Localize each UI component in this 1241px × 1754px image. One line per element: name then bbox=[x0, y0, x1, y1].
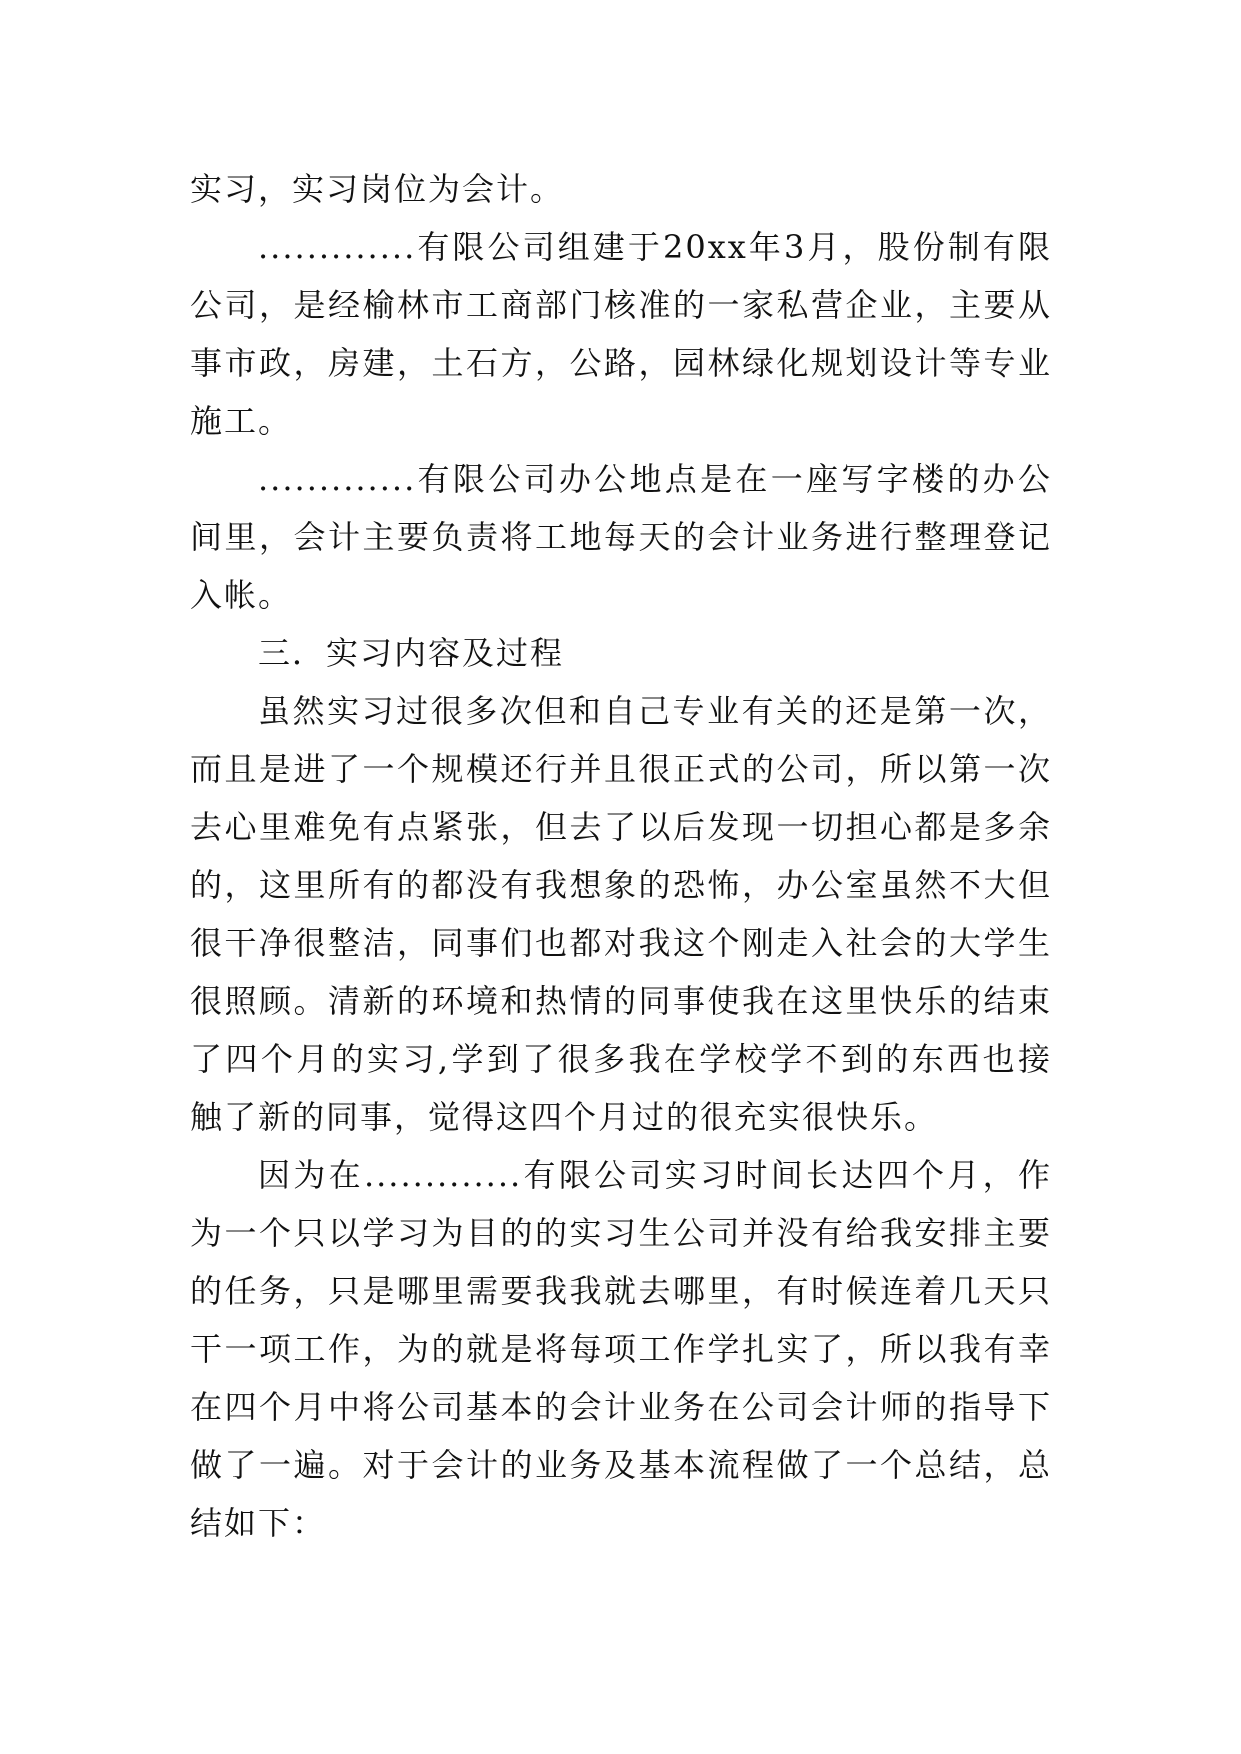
paragraph-company-intro: .............有限公司组建于20xx年3月，股份制有限公司，是经榆林市工商部门核准的一家私营企业，主要从事市政，房建，土石方，公路，园林绿化规划设计等专业施工。 bbox=[190, 228, 1052, 440]
paragraph-internship-experience: 虽然实习过很多次但和自己专业有关的还是第一次，而且是进了一个规模还行并且很正式的公司，所以第一次去心里难免有点紧张，但去了以后发现一切担心都是多余的，这里所有的都没有我想象的恐怖，办公室虽然不大但很干净很整洁，同事们也都对我这个刚走入社会的大学生很照顾。清新的环境和热情的同事使我在这里快乐的结束了四个月的实习,学到了很多我在学校学不到的东西也接触了新的同事，觉得这四个月过的很充实很快乐。 bbox=[190, 692, 1052, 1136]
section-heading: 三．实习内容及过程 bbox=[258, 634, 565, 672]
paragraph-continuation: 实习，实习岗位为会计。 bbox=[190, 170, 565, 208]
document-body bbox=[190, 160, 1052, 1552]
paragraph-office-duties: .............有限公司办公地点是在一座写字楼的办公间里，会计主要负责将工地每天的会计业务进行整理登记入帐。 bbox=[190, 460, 1052, 614]
paragraph-internship-summary: 因为在.............有限公司实习时间长达四个月，作为一个只以学习为目的的实习生公司并没有给我安排主要的任务，只是哪里需要我我就去哪里，有时候连着几天只干一项工作，为的就是将每项工作学扎实了，所以我有幸在四个月中将公司基本的会计业务在公司会计师的指导下做了一遍。对于会计的业务及基本流程做了一个总结，总结如下： bbox=[190, 1156, 1052, 1542]
